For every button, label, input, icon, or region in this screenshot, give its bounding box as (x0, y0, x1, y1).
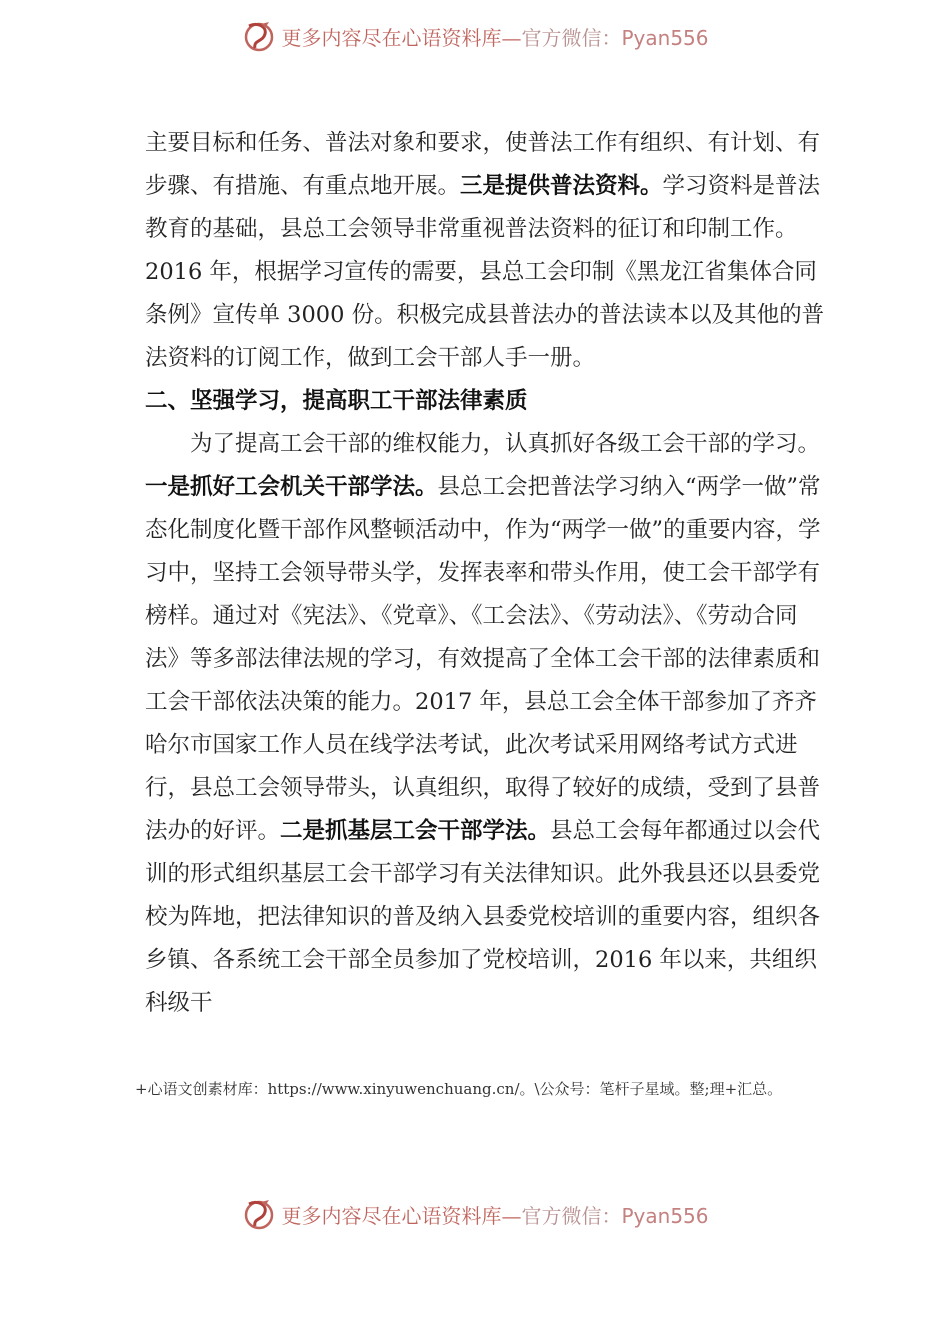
ribbon-logo-icon (241, 1196, 277, 1232)
bold-phrase: 三是提供普法资料。 (460, 173, 663, 199)
watermark-text: 更多内容尽在心语资料库—官方微信：Pyan556 (281, 25, 709, 50)
watermark-footer (0, 1194, 950, 1234)
section-heading: 二、坚强学习，提高职工干部法律素质 (145, 388, 528, 414)
bold-phrase: 一是抓好工会机关干部学法。 (145, 474, 438, 500)
footer-source-note: +心语文创素材库：https://www.xinyuwenchuang.cn/。\公众号：笔杆子星域。整;理+汇总。 (135, 1080, 783, 1098)
bold-phrase: 二是抓基层工会干部学法。 (280, 818, 551, 844)
document-body (145, 122, 830, 1025)
ribbon-logo-icon (241, 18, 277, 54)
paragraph-1: 主要目标和任务、普法对象和要求，使普法工作有组织、有计划、有步骤、有措施、有重点地开展。三是提供普法资料。学习资料是普法教育的基础，县总工会领导非常重视普法资料的征订和印制工作。2016 年，根据学习宣传的需要，县总工会印制《黑龙江省集体合同条例》宣传单 3000 份。积极完成县普法办的普法读本以及其他的普法资料的订阅工作，做到工会干部人手一册。 (145, 130, 825, 371)
paragraph-2: 为了提高工会干部的维权能力，认真抓好各级工会干部的学习。一是抓好工会机关干部学法。县总工会把普法学习纳入“两学一做”常态化制度化暨干部作风整顿活动中，作为“两学一做”的重要内容，学习中，坚持工会领导带头学，发挥表率和带头作用，使工会干部学有榜样。通过对《宪法》、《党章》、《工会法》、《劳动法》、《劳动合同法》等多部法律法规的学习，有效提高了全体工会干部的法律素质和工会干部依法决策的能力。2017 年，县总工会全体干部参加了齐齐哈尔市国家工作人员在线学法考试，此次考试采用网络考试方式进行，县总工会领导带头，认真组织，取得了较好的成绩，受到了县普法办的好评。二是抓基层工会干部学法。县总工会每年都通过以会代训的形式组织基层工会干部学习有关法律知识。此外我县还以县委党校为阵地，把法律知识的普及纳入县委党校培训的重要内容，组织各乡镇、各系统工会干部全员参加了党校培训，2016 年以来，共组织科级干 (145, 431, 821, 1016)
watermark-header (0, 16, 950, 56)
watermark-text: 更多内容尽在心语资料库—官方微信：Pyan556 (281, 1203, 709, 1228)
